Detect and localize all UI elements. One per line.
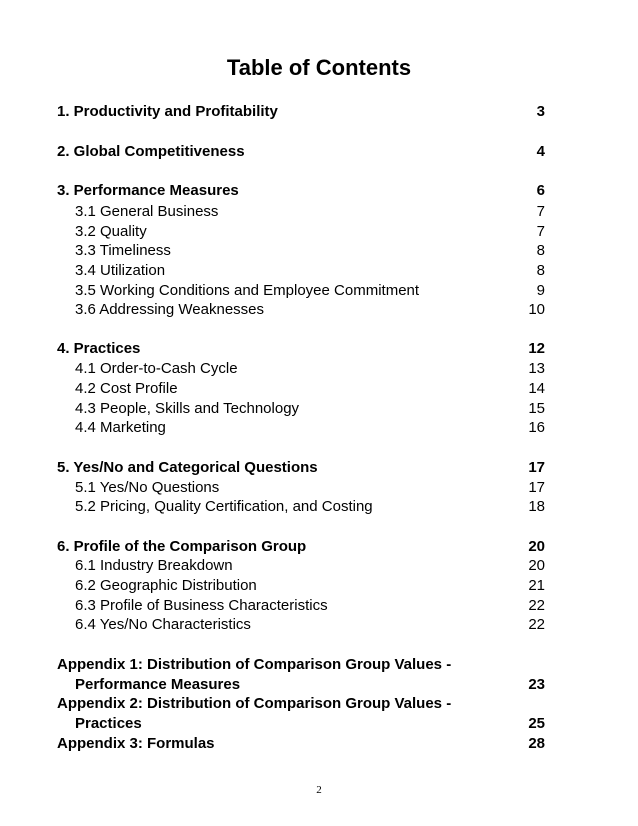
toc-entry-4-3[interactable] — [75, 399, 545, 419]
toc-label: Performance Measures — [75, 676, 241, 693]
toc-page: 13 — [528, 360, 545, 377]
toc-page: 20 — [528, 557, 545, 574]
toc-label: 3. Performance Measures — [57, 182, 239, 199]
toc-page: 8 — [536, 242, 545, 259]
toc-entry-3-5[interactable] — [75, 281, 545, 301]
toc-page: 16 — [528, 419, 545, 436]
toc-page: 17 — [528, 479, 545, 496]
toc-label: Appendix 3: Formulas — [57, 735, 215, 752]
toc-label: 4.1 Order-to-Cash Cycle — [75, 360, 238, 377]
toc-entry-6-1[interactable] — [75, 556, 545, 576]
toc-entry-yes-no[interactable] — [57, 458, 545, 478]
toc-label: 6.4 Yes/No Characteristics — [75, 616, 251, 633]
toc-label: Appendix 1: Distribution of Comparison Group Values - — [57, 656, 452, 673]
toc-label: 6. Profile of the Comparison Group — [57, 538, 307, 555]
toc-label: 6.2 Geographic Distribution — [75, 577, 257, 594]
toc-page: 4 — [536, 143, 545, 160]
toc-label: Appendix 2: Distribution of Comparison Group Values - — [57, 695, 452, 712]
toc-entry-6-4[interactable] — [75, 615, 545, 635]
toc-label: 5.1 Yes/No Questions — [75, 479, 220, 496]
toc-label: 5.2 Pricing, Quality Certification, and Costing — [75, 498, 373, 515]
toc-page: 7 — [536, 223, 545, 240]
toc-entry-global[interactable] — [57, 142, 545, 162]
toc-label: 6.3 Profile of Business Characteristics — [75, 597, 328, 614]
toc-entry-appendix-3[interactable] — [57, 734, 545, 754]
toc-label: 2. Global Competitiveness — [57, 143, 245, 160]
toc-page: 20 — [528, 538, 545, 555]
toc-label: 3.3 Timeliness — [75, 242, 171, 259]
toc-entry-3-6[interactable] — [75, 300, 545, 320]
toc-page: 9 — [536, 282, 545, 299]
page-number: 2 — [316, 784, 322, 796]
toc-label: 3.5 Working Conditions and Employee Commitment — [75, 282, 420, 299]
toc-page: 6 — [536, 182, 545, 199]
toc-entry-4-2[interactable] — [75, 379, 545, 399]
toc-entry-performance[interactable] — [57, 181, 545, 201]
toc-entry-appendix-1-cont[interactable] — [75, 675, 545, 695]
toc-page: 18 — [528, 498, 545, 515]
toc-label: 4.3 People, Skills and Technology — [75, 400, 300, 417]
toc-label: 3.1 General Business — [75, 203, 219, 220]
toc-page: 28 — [528, 735, 545, 752]
toc-label: 5. Yes/No and Categorical Questions — [57, 459, 318, 476]
toc-entry-4-4[interactable] — [75, 418, 545, 438]
toc-page: 8 — [536, 262, 545, 279]
toc-entry-3-2[interactable] — [75, 222, 545, 242]
toc-page: 17 — [528, 459, 545, 476]
toc-page: 21 — [528, 577, 545, 594]
toc-entry-3-3[interactable] — [75, 241, 545, 261]
toc-label: 3.4 Utilization — [75, 262, 166, 279]
toc-label: Practices — [75, 715, 142, 732]
toc-entry-practices[interactable] — [57, 339, 545, 359]
toc-page: 15 — [528, 400, 545, 417]
toc-entry-5-1[interactable] — [75, 478, 545, 498]
toc-entry-4-1[interactable] — [75, 359, 545, 379]
toc-page: 22 — [528, 616, 545, 633]
toc-page: 12 — [528, 340, 545, 357]
toc-label: 3.2 Quality — [75, 223, 147, 240]
toc-page: 22 — [528, 597, 545, 614]
toc-page: 25 — [528, 715, 545, 732]
page-title: Table of Contents — [226, 55, 412, 80]
toc-page: 23 — [528, 676, 545, 693]
toc-entry-appendix-2[interactable] — [57, 694, 545, 714]
toc-entry-5-2[interactable] — [75, 497, 545, 517]
toc-entry-appendix-2-cont[interactable] — [75, 714, 545, 734]
toc-entry-6-2[interactable] — [75, 576, 545, 596]
toc-entry-appendix-1[interactable] — [57, 655, 545, 675]
toc-entry-profile[interactable] — [57, 537, 545, 557]
toc-page: 7 — [536, 203, 545, 220]
toc-page: 10 — [528, 301, 545, 318]
toc-page: 3 — [536, 103, 545, 120]
toc-page: 14 — [528, 380, 545, 397]
toc-label: 1. Productivity and Profitability — [57, 103, 278, 120]
toc-entry-3-1[interactable] — [75, 202, 545, 222]
toc-label: 6.1 Industry Breakdown — [75, 557, 233, 574]
toc-label: 4.4 Marketing — [75, 419, 166, 436]
toc-entry-productivity[interactable] — [57, 102, 545, 122]
toc-label: 4.2 Cost Profile — [75, 380, 178, 397]
toc-label: 4. Practices — [57, 340, 141, 357]
toc-label: 3.6 Addressing Weaknesses — [75, 301, 265, 318]
toc-entry-6-3[interactable] — [75, 596, 545, 616]
toc-entry-3-4[interactable] — [75, 261, 545, 281]
